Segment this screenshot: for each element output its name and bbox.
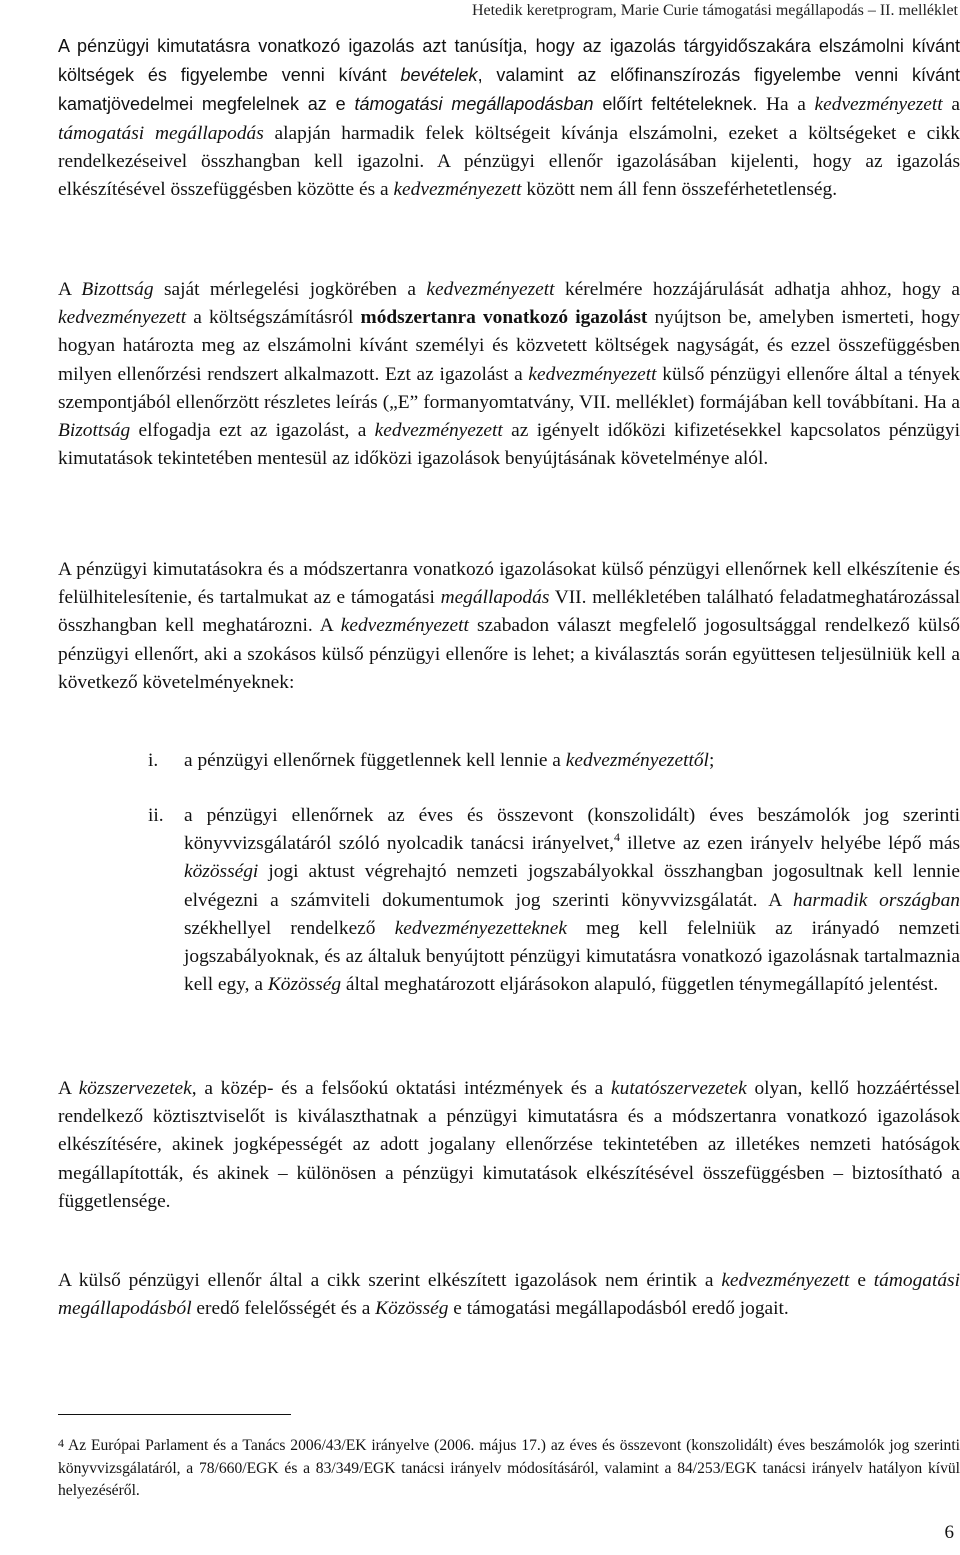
- page-number: 6: [944, 1522, 954, 1543]
- paragraph-public-bodies: A közszervezetek, a közép- és a felsőokú oktatási intézmények és a kutatószervezetek olyan, kellő hozzáértéssel rendelkező köztisztviselőt is kiválaszthatnak a pénzügyi kimutatásra és a módszertanra vonatkozó igazolások elkészítésére, akinek jogképességét az adott jogalany ellenőrzése tekintetében az illetékes nemzeti hatóságok megállapították, és akinek – különösen a pénzügyi kimutatások elkészítésével összefüggésben – biztosítható a függetlensége.: [58, 1078, 960, 1212]
- list-marker: i.: [148, 750, 159, 771]
- footnote-divider: [58, 1414, 291, 1415]
- paragraph-audit-certificate: A pénzügyi kimutatásra vonatkozó igazolás azt tanúsítja, hogy az igazolás tárgyidőszakára elszámolni kívánt költségek és figyelembe venni kívánt bevételek, valamint az előfinanszírozás figyelembe venni kívánt kamatjövedelmei megfelelnek az e támogatási megállapodásban előírt feltételeknek. Ha a kedvezményezett a támogatási megállapodás alapján harmadik felek költségeit kívánja elszámolni, ezeket a költségeket e cikk rendelkezéseivel összhangban kell igazolni. A pénzügyi ellenőr igazolásában kijelenti, hogy az igazolás elkészítésével összefüggésben közötte és a kedvezményezett között nem áll fenn összeférhetetlenség.: [58, 36, 960, 201]
- paragraph-methodology-certificate: A Bizottság saját mérlegelési jogkörében a kedvezményezett kérelmére hozzájárulását adhatja ahhoz, hogy a kedvezményezett a költségszámításról módszertanra vonatkozó igazolást nyújtson be, amelyben ismerteti, hogy hogyan határozta meg az elszámolni kívánt személyi és közvetett költségek nagyságát, és ezzel összefüggésben milyen ellenőrzési rendszert alkalmazott. Ezt az igazolást a kedvezményezett külső pénzügyi ellenőre által a tények szempontjából ellenőrzött részletes leírás („E” formanyomtatvány, VII. melléklet) formájában kell továbbítani. Ha a Bizottság elfogadja ezt az igazolást, a kedvezményezett az igényelt időközi kifizetésekkel kapcsolatos pénzügyi kimutatások tekintetében mentesül az időközi igazolások benyújtásának követelménye alól.: [58, 279, 960, 470]
- list-item-text: a pénzügyi ellenőrnek függetlennek kell lennie a kedvezményezettől;: [184, 750, 715, 771]
- list-item: [58, 802, 960, 999]
- list-marker: ii.: [148, 805, 164, 826]
- list-item: [58, 747, 960, 775]
- footnote: [58, 1432, 960, 1503]
- paragraph-external-auditor: A pénzügyi kimutatásokra és a módszertanra vonatkozó igazolásokat külső pénzügyi ellenőrnek kell elkészítenie és felülhitelesítenie, és tartalmukat az e támogatási megállapodás VII. mellékletében található feladatmeghatározással összhangban kell meghatározni. A kedvezményezett szabadon választ megfelelő jogosultsággal rendelkező külső pénzügyi ellenőrt, aki a szokásos külső pénzügyi ellenőre is lehet; a kiválasztás során együttesen teljesülniük kell a következő követelményeknek:: [58, 559, 960, 693]
- footnote-text: Az Európai Parlament és a Tanács 2006/43/EK irányelve (2006. május 17.) az éves és összevont (konszolidált) éves beszámolók jog szerinti könyvvizsgálatáról, a 78/660/EGK és a 83/349/EGK tanácsi irányelv módosításáról, valamint a 84/253/EGK tanácsi irányelv hatályon kívül helyezéséről.: [58, 1437, 960, 1499]
- footnote-reference[interactable]: 4: [613, 830, 620, 845]
- footnote-marker: 4: [58, 1436, 64, 1450]
- running-header: Hetedik keretprogram, Marie Curie támogatási megállapodás – II. melléklet: [471, 2, 958, 19]
- list-item-text: a pénzügyi ellenőrnek az éves és összevont (konszolidált) éves beszámolók jog szerinti könyvvizsgálatáról szóló nyolcadik tanácsi irányelvet,$^4$ illetve az ezen irányelv helyébe lépő más közösségi jogi aktust végrehajtó nemzeti jogszabályokkal összhangban jogosultnak kell lennie elvégezni a számviteli dokumentumok jog szerinti könyvvizsgálatát. A harmadik országban székhellyel rendelkező kedvezményezetteknek meg kell felelniük az irányadó nemzeti jogszabályoknak, és az általuk benyújtott pénzügyi kimutatásra vonatkozó igazolásnak tartalmaznia kell egy, a Közösség által meghatározott eljárásokon alapuló, független ténymegállapító jelentést.: [184, 805, 960, 996]
- paragraph-liability: A külső pénzügyi ellenőr által a cikk szerint elkészített igazolások nem érintik a kedvezményezett e támogatási megállapodásból eredő felelősségét és a Közösség e támogatási megállapodásból eredő jogait.: [58, 1270, 960, 1320]
